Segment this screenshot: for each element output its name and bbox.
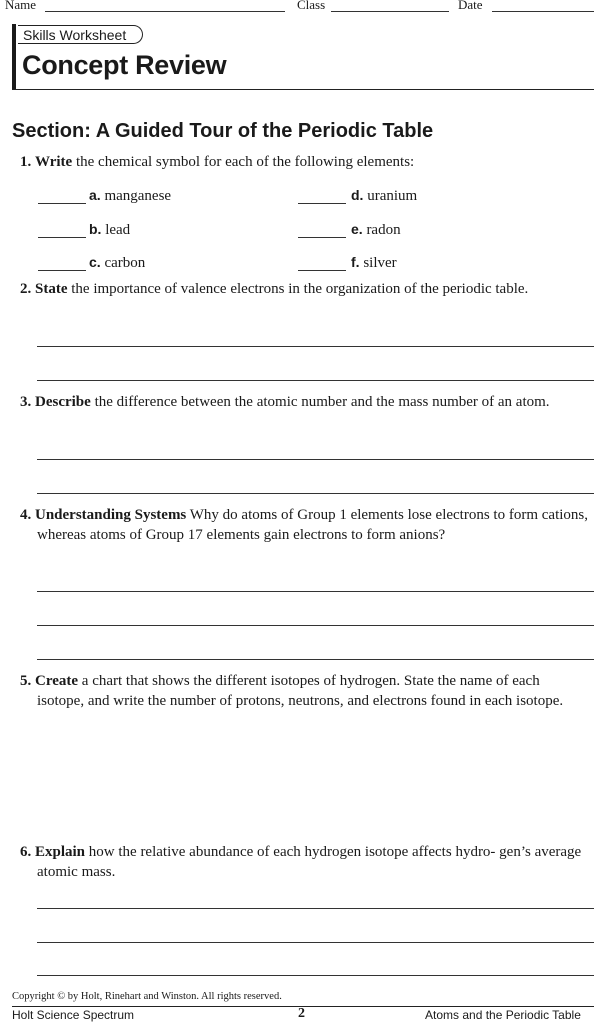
- answer-line-2a[interactable]: [37, 346, 594, 347]
- date-label: Date: [458, 0, 483, 12]
- question-3: 3. Describe the difference between the atomic number and the mass number of an atom.: [20, 394, 550, 410]
- date-field[interactable]: [492, 11, 594, 12]
- element-item-d: d. uranium: [351, 187, 418, 204]
- answer-blank-c[interactable]: [38, 270, 86, 271]
- name-label: Name: [5, 0, 37, 12]
- element-item-f: f. silver: [351, 254, 397, 271]
- question-6: 6. Explain how the relative abundance of each hydrogen isotope affects hydro- gen’s average atomic mass.: [20, 844, 582, 880]
- answer-blank-a[interactable]: [38, 203, 86, 204]
- class-field[interactable]: [331, 11, 449, 12]
- answer-blank-f[interactable]: [298, 270, 346, 271]
- answer-line-4b[interactable]: [37, 625, 594, 626]
- section-title: Section: A Guided Tour of the Periodic Table: [12, 120, 434, 142]
- question-5: 5. Create a chart that shows the different isotopes of hydrogen. State the name of each isotope, and write the number of protons, neutrons, and electrons found in each isotope.: [20, 673, 564, 709]
- element-item-c: c. carbon: [89, 254, 146, 271]
- page-number: 2: [298, 1006, 305, 1021]
- answer-line-2b[interactable]: [37, 380, 594, 381]
- element-item-b: b. lead: [89, 221, 131, 238]
- question-1: 1. Write the chemical symbol for each of the following elements:: [20, 154, 415, 170]
- copyright-notice: Copyright © by Holt, Rinehart and Winston. All rights reserved.: [12, 991, 282, 1002]
- answer-line-4a[interactable]: [37, 591, 594, 592]
- answer-blank-e[interactable]: [298, 237, 346, 238]
- class-label: Class: [297, 0, 326, 12]
- publisher-name: Holt Science Spectrum: [12, 1008, 135, 1022]
- answer-line-3b[interactable]: [37, 493, 594, 494]
- title-bar-accent: [12, 24, 16, 90]
- answer-blank-d[interactable]: [298, 203, 346, 204]
- title-divider: [12, 89, 594, 90]
- chapter-title: Atoms and the Periodic Table: [425, 1008, 581, 1022]
- answer-line-6c[interactable]: [37, 975, 594, 976]
- skills-worksheet-tab: Skills Worksheet: [18, 25, 143, 44]
- element-item-e: e. radon: [351, 221, 401, 238]
- answer-line-6a[interactable]: [37, 908, 594, 909]
- name-field[interactable]: [45, 11, 285, 12]
- question-4: 4. Understanding Systems Why do atoms of Group 1 elements lose electrons to form cations, whereas atoms of Group 17 elements gain electrons to form anions?: [20, 507, 588, 543]
- question-2: 2. State the importance of valence electrons in the organization of the periodic table.: [20, 281, 529, 297]
- element-item-a: a. manganese: [89, 187, 172, 204]
- page-title: Concept Review: [22, 50, 227, 80]
- answer-line-6b[interactable]: [37, 942, 594, 943]
- answer-line-4c[interactable]: [37, 659, 594, 660]
- answer-line-3a[interactable]: [37, 459, 594, 460]
- answer-blank-b[interactable]: [38, 237, 86, 238]
